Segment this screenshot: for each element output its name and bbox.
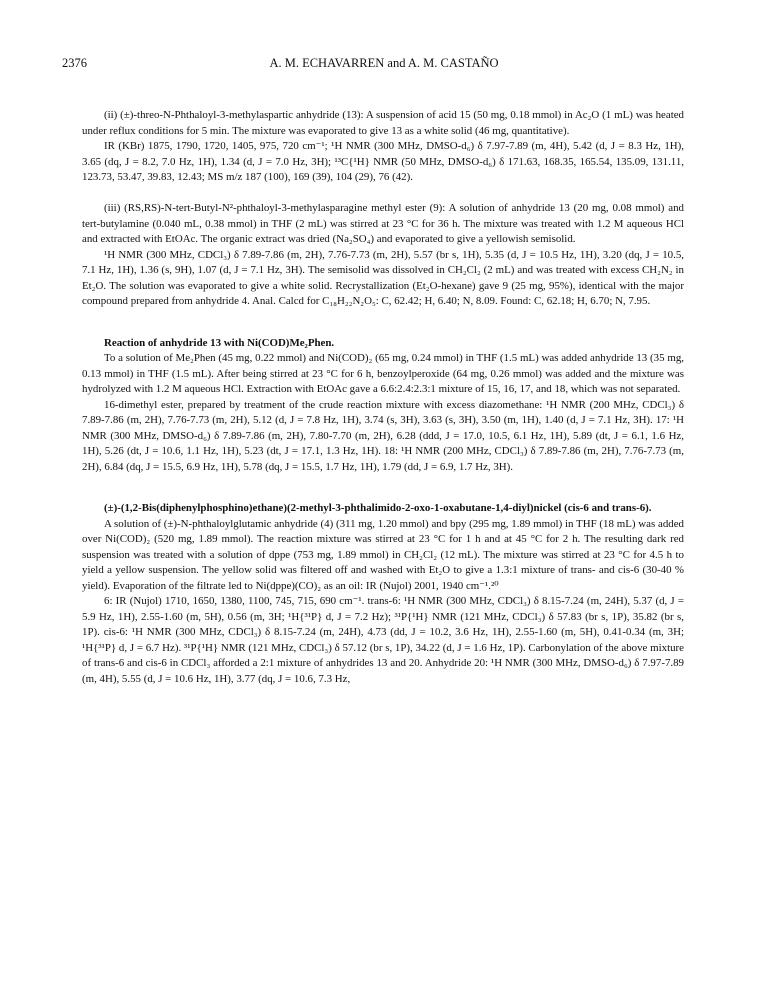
section-heading-ni-phen: Reaction of anhydride 13 with Ni(COD)Me₂Phen. xyxy=(104,336,335,349)
paragraph-ester-9-spectra: ¹H NMR (300 MHz, CDCl₃) δ 7.89-7.86 (m, 2H), 7.76-7.73 (m, 2H), 5.57 (br s, 1H), 5.35 (d, J = 10.5 Hz, 1H), 3.20 (dq, J = 10.5, 7.1 Hz, 1H), 1.36 (s, 9H), 1.07 (d, J = 7.1 Hz, 3H). The semisolid was dissolved in CH₂Cl₂ (2 mL) and was treated with excess CH₂N₂ in Et₂O. The solution was evaporated to give a white solid. Recrystallization (Et₂O-hexane) gave 9 (25 mg, 95%), identical with the major compound prepared from anhydride 4. Anal. Calcd for C₁₈H₂₂N₂O₅: C, 62.42; H, 6.40; N, 8.09. Found: C, 62.18; H, 6.70; N, 7.95. xyxy=(82,248,684,307)
page-number: 2376 xyxy=(62,56,87,70)
paragraph-dimethyl-ester-spectra: 16-dimethyl ester, prepared by treatment of the crude reaction mixture with excess diazomethane: ¹H NMR (200 MHz, CDCl₃) δ 7.89-7.86 (m, 2H), 7.76-7.73 (m, 2H), 5.12 (d, J = 7.8 Hz, 1H), 3.74 (s, 3H), 3.63 (s, 3H), 3.50 (m, 1H), 1.40 (d, J = 7.1 Hz, 3H). 17: ¹H NMR (300 MHz, DMSO-d₆) δ 7.89-7.86 (m, 2H), 7.80-7.70 (m, 2H), 6.28 (ddd, J = 17.0, 10.5, 6.1 Hz, 1H), 5.89 (dt, J = 6.1, 1.6 Hz, 1H), 5.26 (dt, J = 10.6, 1.1 Hz, 1H), 5.23 (dt, J = 17.1, 1.3 Hz, 1H). 18: ¹H NMR (200 MHz, CDCl₃) δ 7.89-7.86 (m, 2H), 7.76-7.73 (m, 2H), 6.84 (dq, J = 15.5, 6.9 Hz, 1H), 5.78 (dq, J = 15.5, 1.7 Hz, 1H), 1.79 (dd, J = 6.9, 1.7 Hz, 3H). xyxy=(82,398,684,473)
paragraph-anhydride-13-prep: (ii) (±)-threo-N-Phthaloyl-3-methylaspartic anhydride (13): A suspension of acid 15 (50 mg, 0.18 mmol) in Ac₂O (1 mL) was heated under reflux conditions for 5 min. The mixture was evaporated to give 13 as a white solid (46 mg, quantitative). xyxy=(82,109,684,137)
article-body xyxy=(82,108,684,687)
paragraph-nickel-complex-spectra: 6: IR (Nujol) 1710, 1650, 1380, 1100, 745, 715, 690 cm⁻¹. trans-6: ¹H NMR (300 MHz, CDCl₃) δ 8.15-7.24 (m, 24H), 5.37 (d, J = 5.9 Hz, 1H), 2.55-1.60 (m, 5H), 0.56 (m, 3H; ¹H{³¹P} d, J = 7.2 Hz); ³¹P{¹H} NMR (121 MHz, CDCl₃) δ 57.83 (br s, 1P), 35.82 (br s, 1P). cis-6: ¹H NMR (300 MHz, CDCl₃) δ 8.15-7.24 (m, 24H), 4.73 (dd, J = 10.2, 3.6 Hz, 1H), 2.55-1.60 (m, 5H), 0.41-0.34 (m, 3H; ¹H{³¹P} d, J = 6.7 Hz). ³¹P{¹H} NMR (121 MHz, CDCl₃) δ 57.12 (br s, 1P), 34.22 (d, J = 1.6 Hz, 1P). Carbonylation of the above mixture of trans-6 and cis-6 in CDCl₃ afforded a 2:1 mixture of anhydrides 13 and 20. Anhydride 20: ¹H NMR (300 MHz, DMSO-d₆) δ 7.97-7.89 (m, 4H), 5.55 (d, J = 10.6 Hz, 1H), 3.77 (dq, J = 10.6, 7.3 Hz, xyxy=(82,595,684,685)
paragraph-nickel-complex-prep: A solution of (±)-N-phthaloylglutamic anhydride (4) (311 mg, 1.20 mmol) and bpy (295 mg, 1.89 mmol) in THF (18 mL) was added over Ni(COD)₂ (520 mg, 1.89 mmol). The reaction mixture was stirred at 23 °C for 1 h and at 45 °C for 2 h. The resulting dark red suspension was treated with a solution of dppe (753 mg, 1.89 mmol) in CH₂Cl₂ (12 mL). The mixture was stirred at 23 °C for 4.5 h to yield a yellow suspension. The yellow solid was filtered off and washed with Et₂O to give a 1.3:1 mixture of trans- and cis-6 (30-40 % yield). Evaporation of the filtrate led to Ni(dppe)(CO)₂ as an oil: IR (Nujol) 2001, 1940 cm⁻¹.²⁰ xyxy=(82,517,684,592)
section-heading-nickel-complex: (±)-(1,2-Bis(diphenylphosphino)ethane)(2-methyl-3-phthalimido-2-oxo-1-oxabutane-1,4-diyl)nickel (cis-6 and trans-6). xyxy=(104,502,652,514)
paragraph-ni-phen-reaction: To a solution of Me₂Phen (45 mg, 0.22 mmol) and Ni(COD)₂ (65 mg, 0.24 mmol) in THF (1.5 mL) was added anhydride 13 (35 mg, 0.13 mmol) in THF (1.5 mL). After being stirred at 23 °C for 6 h, benzoylperoxide (64 mg, 0.26 mmol) was added and the mixture was hydrolyzed with 1.2 M aqueous HCl. Extraction with EtOAc gave a 6.6:2.4:2.3:1 mixture of 15, 16, 17, and 18, which was not separated. xyxy=(82,352,684,395)
paragraph-anhydride-13-spectra: IR (KBr) 1875, 1790, 1720, 1405, 975, 720 cm⁻¹; ¹H NMR (300 MHz, DMSO-d₆) δ 7.97-7.89 (m, 4H), 5.42 (d, J = 8.3 Hz, 1H), 3.65 (dq, J = 8.2, 7.0 Hz, 1H), 1.34 (d, J = 7.0 Hz, 3H); ¹³C{¹H} NMR (50 MHz, DMSO-d₆) δ 171.63, 168.35, 165.54, 135.09, 131.11, 123.73, 53.47, 39.83, 12.43; MS m/z 187 (100), 169 (39), 104 (29), 76 (42). xyxy=(82,140,684,183)
running-head: A. M. ECHAVARREN and A. M. CASTAÑO xyxy=(269,56,499,70)
paragraph-ester-9-prep: (iii) (RS,RS)-N-tert-Butyl-N²-phthaloyl-3-methylasparagine methyl ester (9): A solution of anhydride 13 (20 mg, 0.08 mmol) and tert-butylamine (0.040 mL, 0.38 mmol) in THF (2 mL) was stirred at 23 °C for 36 h. The mixture was treated with 1.2 M aqueous HCl and extracted with EtOAc. The organic extract was dried (Na₂SO₄) and evaporated to give a yellowish semisolid. xyxy=(82,202,684,245)
page-header xyxy=(62,56,706,74)
